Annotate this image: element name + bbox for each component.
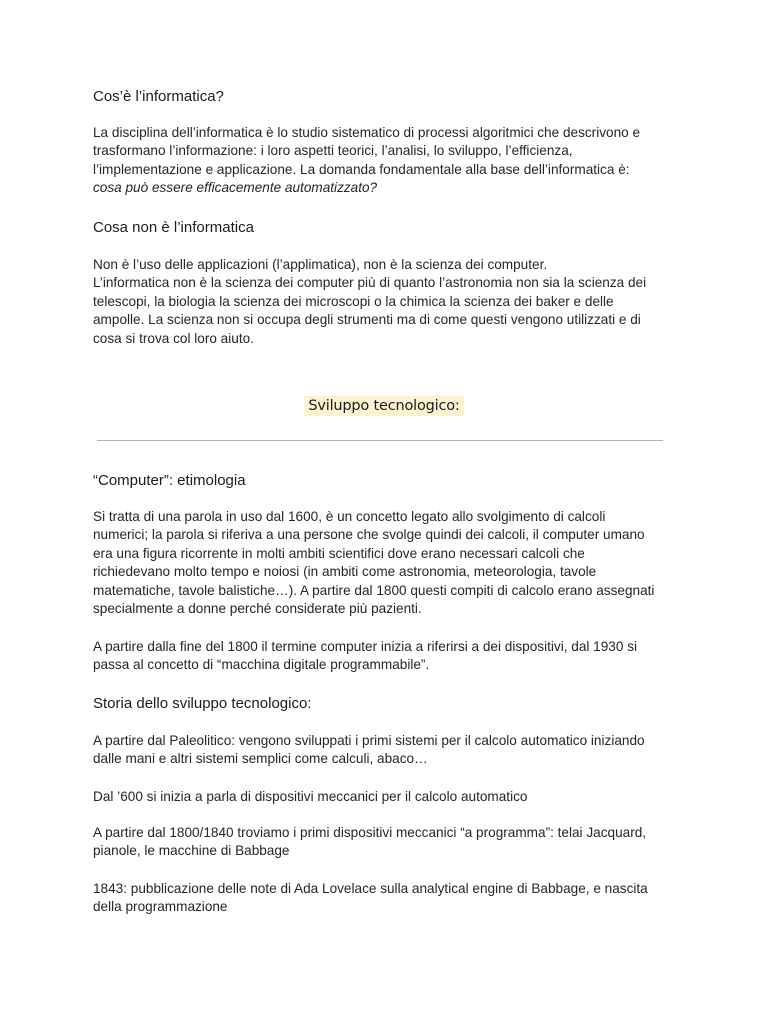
text-line: richiedevano molto tempo e noiosi (in ambiti come astronomia, meteorologia, tavole bbox=[93, 564, 597, 580]
section-title-container bbox=[0, 396, 768, 416]
section-title-tech-development: Sviluppo tecnologico: bbox=[304, 396, 463, 416]
text-line: pianole, le macchine di Babbage bbox=[93, 843, 290, 859]
text-line: L’informatica non è la scienza dei computer più di quanto l’astronomia non sia la scienza dei bbox=[93, 275, 647, 291]
text-line: trasformano l’informazione: i loro aspetti teorici, l’analisi, lo sviluppo, l’efficienza, bbox=[93, 143, 573, 159]
heading-what-is-not-informatics: Cosa non è l’informatica bbox=[93, 219, 254, 236]
text-line: dalle mani e altri sistemi semplici come calculi, abaco… bbox=[93, 751, 428, 767]
heading-computer-etymology: “Computer”: etimologia bbox=[93, 472, 246, 489]
text-line: passa al concetto di “macchina digitale programmabile”. bbox=[93, 657, 430, 673]
text-line: A partire dalla fine del 1800 il termine computer inizia a riferirsi a dei dispositivi, dal 1930 si bbox=[93, 639, 638, 654]
paragraph-what-is-informatics bbox=[93, 124, 673, 198]
text-line: A partire dal 1800/1840 troviamo i primi dispositivi meccanici “a programma”: telai Jacquard, bbox=[93, 825, 647, 840]
horizontal-divider bbox=[97, 440, 663, 441]
text-line: Non è l’uso delle applicazioni (l’applimatica), non è la scienza dei computer. bbox=[93, 257, 548, 272]
text-line: Dal ’600 si inizia a parla di dispositivi meccanici per il calcolo automatico bbox=[93, 789, 528, 804]
text-line: matematiche, tavole balistiche…). A partire dal 1800 questi compiti di calcolo erano assegnati bbox=[93, 582, 655, 598]
paragraph-what-is-not-informatics bbox=[93, 256, 673, 348]
fundamental-question: cosa può essere efficacemente automatizzato? bbox=[93, 180, 378, 196]
text-line-italic bbox=[93, 179, 673, 197]
text-line: era una figura ricorrente in molti ambiti scientifici dove erano necessari calcoli che bbox=[93, 545, 585, 561]
paragraph-history-paleolithic bbox=[93, 732, 673, 769]
paragraph-history-1800 bbox=[93, 824, 673, 861]
text-line: della programmazione bbox=[93, 899, 228, 915]
paragraph-etymology-2 bbox=[93, 638, 673, 675]
text-line: l’implementazione e applicazione. La domanda fondamentale alla base dell’informatica è: bbox=[93, 161, 630, 177]
text-line: specialmente a donne perché considerate più pazienti. bbox=[93, 601, 422, 617]
text-line: A partire dal Paleolitico: vengono sviluppati i primi sistemi per il calcolo automatico iniziando bbox=[93, 733, 645, 748]
heading-what-is-informatics: Cos’è l’informatica? bbox=[93, 88, 224, 105]
paragraph-history-1843 bbox=[93, 880, 673, 917]
paragraph-history-1600 bbox=[93, 788, 673, 806]
text-line: cosa si trova col loro aiuto. bbox=[93, 330, 254, 346]
text-line: numerici; la parola si riferiva a una persone che svolge quindi dei calcoli, il computer umano bbox=[93, 527, 645, 543]
text-line: 1843: pubblicazione delle note di Ada Lovelace sulla analytical engine di Babbage, e nascita bbox=[93, 881, 648, 896]
heading-history-tech-development: Storia dello sviluppo tecnologico: bbox=[93, 695, 312, 712]
text-line: ampolle. La scienza non si occupa degli strumenti ma di come questi vengono utilizzati e di bbox=[93, 312, 641, 328]
text-line: Si tratta di una parola in uso dal 1600, è un concetto legato allo svolgimento di calcoli bbox=[93, 509, 606, 524]
text-line: La disciplina dell’informatica è lo studio sistematico di processi algoritmici che descrivono e bbox=[93, 125, 641, 140]
paragraph-etymology-1 bbox=[93, 508, 673, 618]
text-line: telescopi, la biologia la scienza dei microscopi o la chimica la scienza dei baker e delle bbox=[93, 293, 614, 309]
